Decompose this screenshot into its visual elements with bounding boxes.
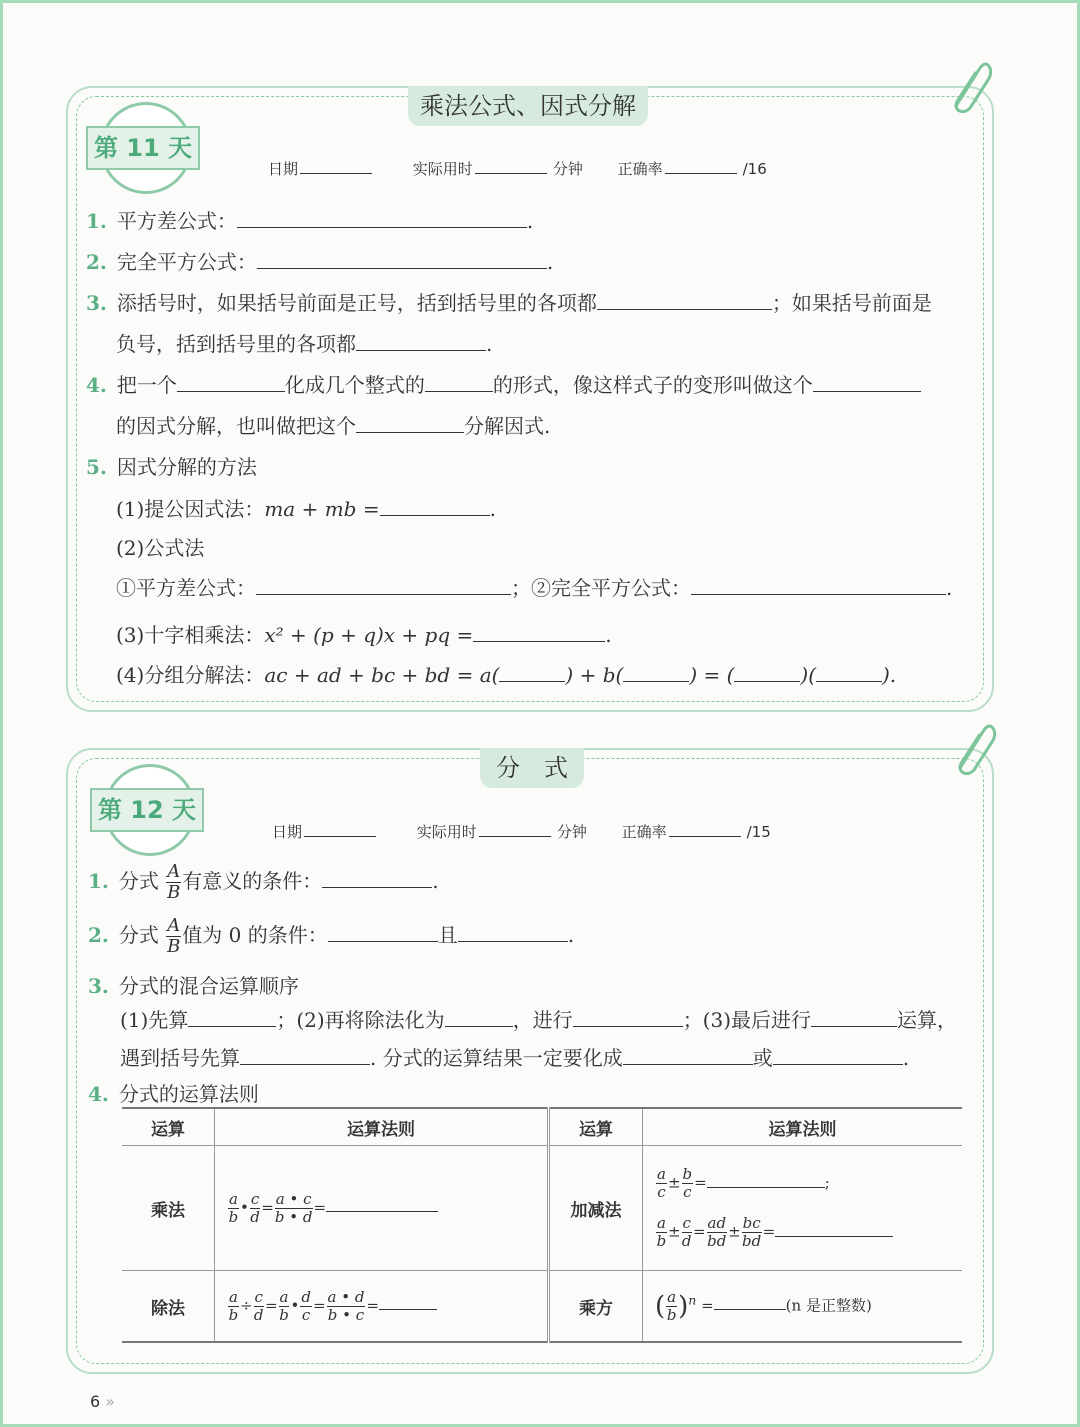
answer-blank[interactable] bbox=[473, 623, 605, 642]
day11-q4: 4. 把一个 化成几个整式的 的形式，像这样式子的变形叫做这个 bbox=[86, 369, 921, 398]
answer-blank[interactable] bbox=[177, 373, 285, 392]
answer-blank[interactable] bbox=[458, 923, 568, 942]
table-header: 运算法则 bbox=[643, 1108, 963, 1146]
table-row bbox=[122, 1271, 962, 1343]
day12-q3: 3. 分式的混合运算顺序 bbox=[88, 974, 299, 998]
day11-q4-cont: 的因式分解，也叫做把这个 分解因式. bbox=[116, 414, 551, 438]
answer-blank[interactable] bbox=[714, 1291, 786, 1310]
time-field[interactable] bbox=[479, 822, 551, 837]
answer-blank[interactable] bbox=[326, 1193, 438, 1212]
day11-q3: 3. 添括号时，如果括号前面是正号，括到括号里的各项都 ；如果括号前面是 bbox=[86, 291, 932, 315]
answer-blank[interactable] bbox=[379, 1291, 437, 1310]
answer-blank[interactable] bbox=[499, 663, 565, 682]
answer-blank[interactable] bbox=[257, 250, 547, 269]
operation-rules-table bbox=[122, 1107, 962, 1343]
answer-blank[interactable] bbox=[188, 1008, 276, 1027]
paperclip-icon bbox=[948, 720, 998, 776]
op-mul: 乘法 bbox=[122, 1146, 215, 1271]
day11-title: 乘法公式、因式分解 bbox=[408, 86, 648, 126]
day12-q1: 1. 分式 $\frac{A}{B}$ 有意义的条件： . bbox=[88, 861, 439, 903]
paperclip-icon bbox=[944, 58, 994, 114]
day12-q3-cont: 遇到括号先算 . 分式的运算结果一定要化成 或 . bbox=[120, 1046, 910, 1070]
answer-blank[interactable] bbox=[597, 291, 772, 310]
answer-blank[interactable] bbox=[775, 1218, 893, 1237]
op-addsub: 加减法 bbox=[549, 1146, 643, 1271]
answer-blank[interactable] bbox=[425, 373, 493, 392]
answer-blank[interactable] bbox=[623, 663, 689, 682]
day12-q3-steps: (1)先算 ；(2)再将除法化为 ，进行 ；(3)最后进行 运算， bbox=[120, 1008, 958, 1032]
day11-q2: 2. 完全平方公式： . bbox=[86, 250, 554, 274]
answer-blank[interactable] bbox=[356, 414, 464, 433]
mul-rule: $\frac{a}{b}$ • $\frac{c}{d}$ = $\frac{a • c}{b • d}$ = bbox=[215, 1146, 549, 1271]
op-div: 除法 bbox=[122, 1271, 215, 1343]
answer-blank[interactable] bbox=[445, 1008, 513, 1027]
day11-m2: (2)公式法 bbox=[116, 536, 205, 560]
answer-blank[interactable] bbox=[356, 332, 486, 351]
answer-blank[interactable] bbox=[816, 663, 882, 682]
day11-q5: 5. 因式分解的方法 bbox=[86, 455, 257, 479]
table-header: 运算 bbox=[549, 1108, 643, 1146]
pow-rule: ( $\frac{a}{b}$ )$^n$ = (n 是正整数) bbox=[643, 1271, 963, 1343]
day11-badge: 第 11 天 bbox=[86, 102, 196, 192]
answer-blank[interactable] bbox=[380, 497, 490, 516]
answer-blank[interactable] bbox=[623, 1046, 753, 1065]
answer-blank[interactable] bbox=[240, 1046, 370, 1065]
time-field[interactable] bbox=[475, 159, 547, 174]
day12-title: 分 式 bbox=[480, 748, 584, 788]
date-field[interactable] bbox=[300, 159, 372, 174]
day11-m1: (1)提公因式法：ma + mb = . bbox=[116, 497, 496, 521]
answer-blank[interactable] bbox=[237, 209, 527, 228]
answer-blank[interactable] bbox=[707, 1169, 825, 1188]
accuracy-field[interactable] bbox=[669, 822, 741, 837]
day11-m4: (4)分组分解法：ac + ad + bc + bd = a( ) + b( ) = ( )( ). bbox=[116, 663, 897, 687]
day11-meta: 日期 实际用时 分钟 正确率 /16 bbox=[268, 160, 767, 178]
table-header: 运算法则 bbox=[215, 1108, 549, 1146]
day12-q2: 2. 分式 $\frac{A}{B}$ 值为 0 的条件： 且 . bbox=[88, 915, 575, 957]
answer-blank[interactable] bbox=[813, 373, 921, 392]
day12-meta: 日期 实际用时 分钟 正确率 /15 bbox=[272, 823, 771, 841]
table-header: 运算 bbox=[122, 1108, 215, 1146]
day12-badge: 第 12 天 bbox=[90, 764, 200, 854]
answer-blank[interactable] bbox=[573, 1008, 683, 1027]
date-field[interactable] bbox=[304, 822, 376, 837]
answer-blank[interactable] bbox=[328, 923, 438, 942]
page-number: 6 » bbox=[90, 1392, 116, 1411]
day11-q3-cont: 负号，括到括号里的各项都 . bbox=[116, 332, 493, 356]
answer-blank[interactable] bbox=[322, 869, 432, 888]
day12-q4: 4. 分式的运算法则 bbox=[88, 1082, 259, 1106]
day11-m3: (3)十字相乘法：x² + (p + q)x + pq = . bbox=[116, 623, 612, 647]
table-row bbox=[122, 1146, 962, 1271]
answer-blank[interactable] bbox=[734, 663, 800, 682]
answer-blank[interactable] bbox=[256, 576, 511, 595]
answer-blank[interactable] bbox=[691, 576, 946, 595]
op-pow: 乘方 bbox=[549, 1271, 643, 1343]
day11-m2-formulas: ①平方差公式： ；②完全平方公式： . bbox=[116, 576, 953, 600]
accuracy-field[interactable] bbox=[665, 159, 737, 174]
addsub-rule: $\frac{a}{c}$ ± $\frac{b}{c}$ = ; $\frac{a}{b}$ ± $\frac{c}{d}$ = $\frac{ad}{bd}$ ± $\frac{bc}{bd}$ = bbox=[643, 1146, 963, 1271]
div-rule: $\frac{a}{b}$ ÷ $\frac{c}{d}$ = $\frac{a}{b}$ • $\frac{d}{c}$ = $\frac{a • d}{b • c}$ = bbox=[215, 1271, 549, 1343]
answer-blank[interactable] bbox=[811, 1008, 897, 1027]
answer-blank[interactable] bbox=[773, 1046, 903, 1065]
day11-q1: 1. 平方差公式： . bbox=[86, 209, 534, 233]
